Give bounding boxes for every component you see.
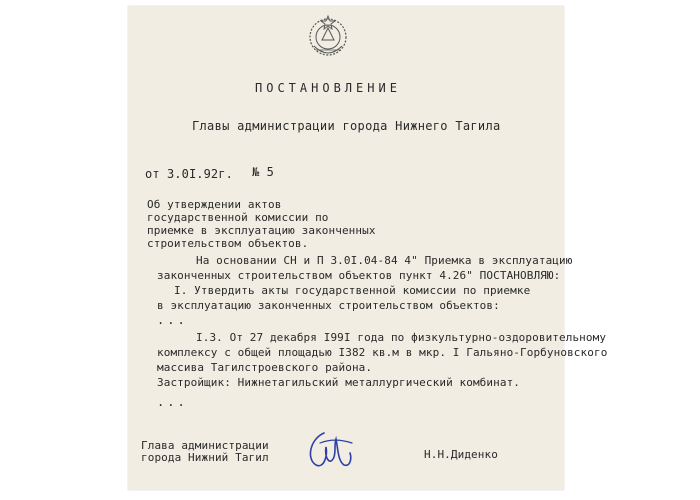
document-subject: Об утверждении актов государственной комиссии по приемке в эксплуатацию законченных строительством объектов. [147,198,376,250]
body-ellipsis-2: ... [157,395,188,409]
document-number: № 5 [252,165,274,179]
body-item1-line-1: I. Утвердить акты государственной комиссии по приемке [174,284,531,297]
body-item13-line-1: I.3. От 27 декабря I99I года по физкультурно-оздоровительному [196,331,607,344]
signature-title: Глава администрации города Нижний Тагил [141,439,269,464]
document-date: от 3.0I.92г. [145,167,233,181]
body-developer-line: Застройщик: Нижнетагильский металлургический комбинат. [157,376,521,389]
body-intro-line-1: На основании СН и П 3.0I.04-84 4" Приемка в эксплуатацию [196,254,573,267]
signatory-name: Н.Н.Диденко [424,448,498,461]
coat-of-arms-emblem [302,10,354,62]
document-issuer: Главы администрации города Нижнего Тагила [192,119,501,133]
document-heading: ПОСТАНОВЛЕНИЕ [255,81,401,95]
handwritten-signature [300,425,358,475]
body-item13-line-2: комплексу с общей площадью I382 кв.м в мкр. I Гальяно-Горбуновского [157,346,608,359]
body-intro-line-2: законченных строительством объектов пункт 4.26" ПОСТАНОВЛЯЮ: [157,269,561,282]
body-ellipsis-1: ... [157,313,188,327]
body-item1-line-2: в эксплуатацию законченных строительством объектов: [157,299,500,312]
body-item13-line-3: массива Тагилстроевского района. [157,361,373,374]
